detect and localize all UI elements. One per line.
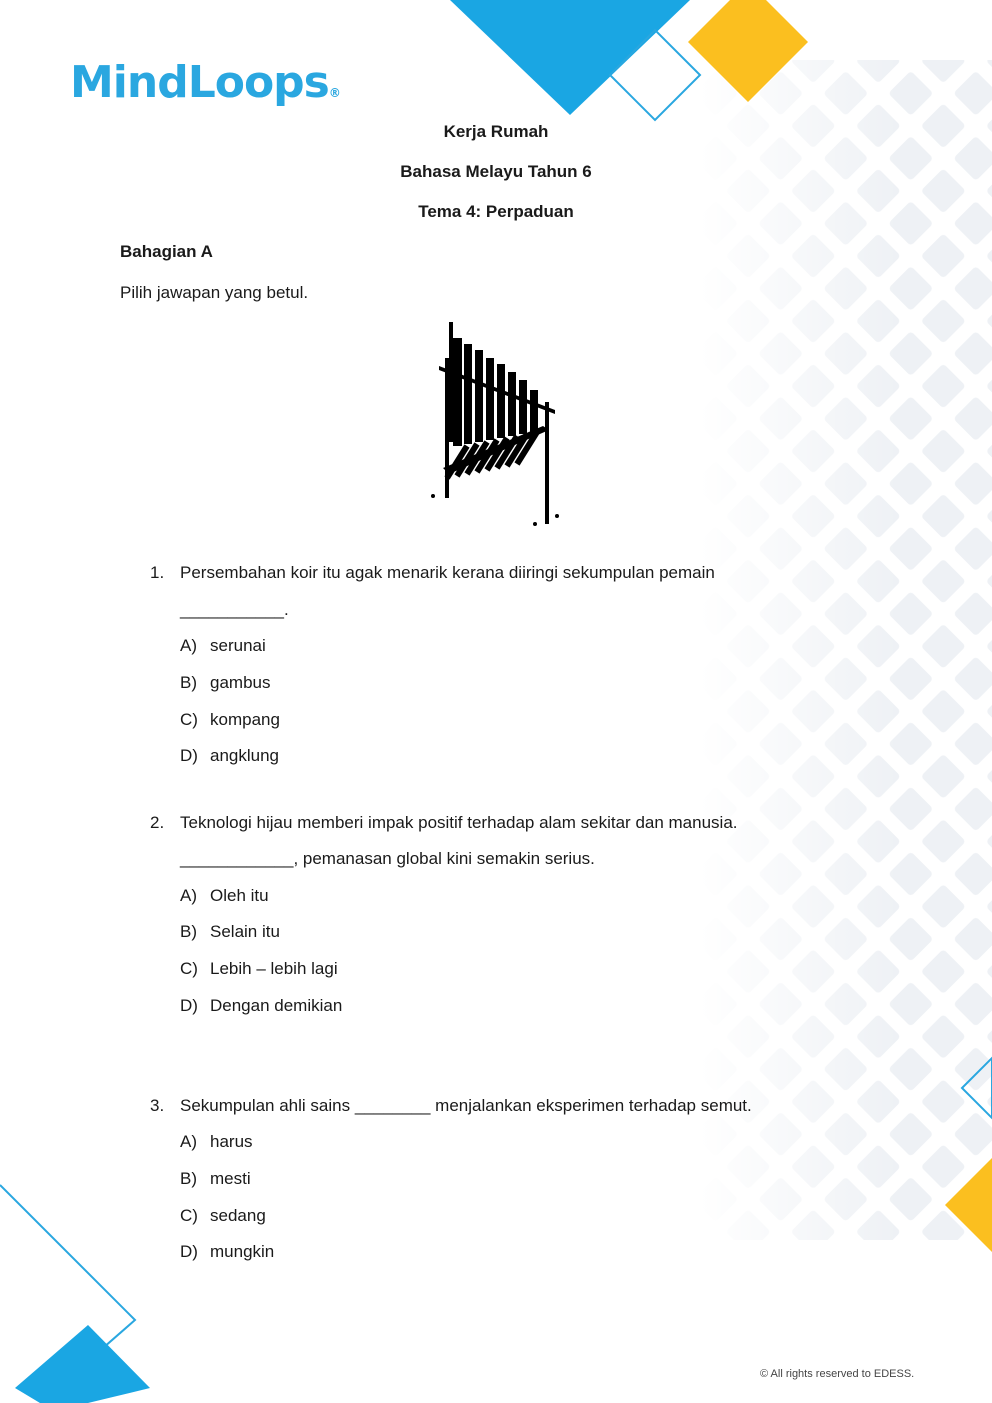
section-heading: Bahagian A bbox=[120, 242, 213, 261]
question-1-blank bbox=[180, 600, 289, 620]
page-title: Kerja Rumah bbox=[443, 122, 549, 141]
question-text: Sekumpulan ahli sains ________ menjalankan eksperimen terhadap semut. bbox=[180, 1096, 752, 1115]
option-text: Selain itu bbox=[210, 922, 280, 941]
theme-title: Tema 4: Perpaduan bbox=[418, 202, 574, 221]
q3-option-b[interactable] bbox=[180, 1169, 251, 1189]
question-number: 1. bbox=[150, 563, 165, 582]
bottom-blue-diamond bbox=[15, 1325, 150, 1403]
q2-option-a[interactable] bbox=[180, 886, 269, 906]
option-text: harus bbox=[210, 1132, 253, 1151]
top-blue-triangle bbox=[450, 0, 690, 115]
option-letter: B) bbox=[180, 673, 197, 692]
copyright-footer: © All rights reserved to EDESS. bbox=[760, 1368, 915, 1380]
option-letter: B) bbox=[180, 922, 197, 941]
option-letter: C) bbox=[180, 959, 198, 978]
q1-option-d[interactable] bbox=[180, 746, 279, 766]
q3-option-c[interactable] bbox=[180, 1206, 266, 1226]
option-text: Dengan demikian bbox=[210, 996, 343, 1015]
option-text: gambus bbox=[210, 673, 271, 692]
q1-option-c[interactable] bbox=[180, 710, 280, 730]
subject-title: Bahasa Melayu Tahun 6 bbox=[400, 162, 592, 181]
question-number: 3. bbox=[150, 1096, 165, 1115]
question-number: 2. bbox=[150, 813, 165, 832]
option-letter: C) bbox=[180, 710, 198, 729]
q2-option-d[interactable] bbox=[180, 996, 342, 1016]
option-letter: D) bbox=[180, 1242, 198, 1261]
mindloops-logo bbox=[70, 52, 350, 114]
q3-option-d[interactable] bbox=[180, 1242, 274, 1262]
q1-option-a[interactable] bbox=[180, 636, 266, 656]
question-text: Teknologi hijau memberi impak positif terhadap alam sekitar dan manusia. bbox=[180, 813, 738, 832]
option-text: kompang bbox=[210, 710, 280, 729]
option-text: Oleh itu bbox=[210, 886, 269, 905]
q2-option-b[interactable] bbox=[180, 922, 280, 942]
option-text: mungkin bbox=[210, 1242, 275, 1261]
option-letter: D) bbox=[180, 746, 198, 765]
option-letter: D) bbox=[180, 996, 198, 1015]
option-letter: C) bbox=[180, 1206, 198, 1225]
option-letter: A) bbox=[180, 1132, 197, 1151]
question-text: Persembahan koir itu agak menarik kerana diiringi sekumpulan pemain bbox=[180, 563, 715, 582]
option-text: sedang bbox=[210, 1206, 266, 1225]
question-text-continued: ____________, pemanasan global kini semakin serius. bbox=[180, 849, 595, 868]
option-text: mesti bbox=[210, 1169, 251, 1188]
option-text: Lebih – lebih lagi bbox=[210, 959, 338, 978]
registered-mark: ® bbox=[328, 86, 340, 100]
option-text: serunai bbox=[210, 636, 266, 655]
q2-option-c[interactable] bbox=[180, 959, 338, 979]
q3-option-a[interactable] bbox=[180, 1132, 253, 1152]
option-letter: A) bbox=[180, 886, 197, 905]
logo-wordmark: MindLoops bbox=[70, 57, 329, 108]
question-2-blank bbox=[180, 849, 595, 869]
q1-option-b[interactable] bbox=[180, 673, 270, 693]
option-letter: A) bbox=[180, 636, 197, 655]
instruction-text: Pilih jawapan yang betul. bbox=[120, 283, 309, 302]
option-text: angklung bbox=[210, 746, 280, 765]
question-text-continued: ___________. bbox=[180, 600, 289, 619]
option-letter: B) bbox=[180, 1169, 197, 1188]
angklung-illustration bbox=[425, 318, 570, 530]
